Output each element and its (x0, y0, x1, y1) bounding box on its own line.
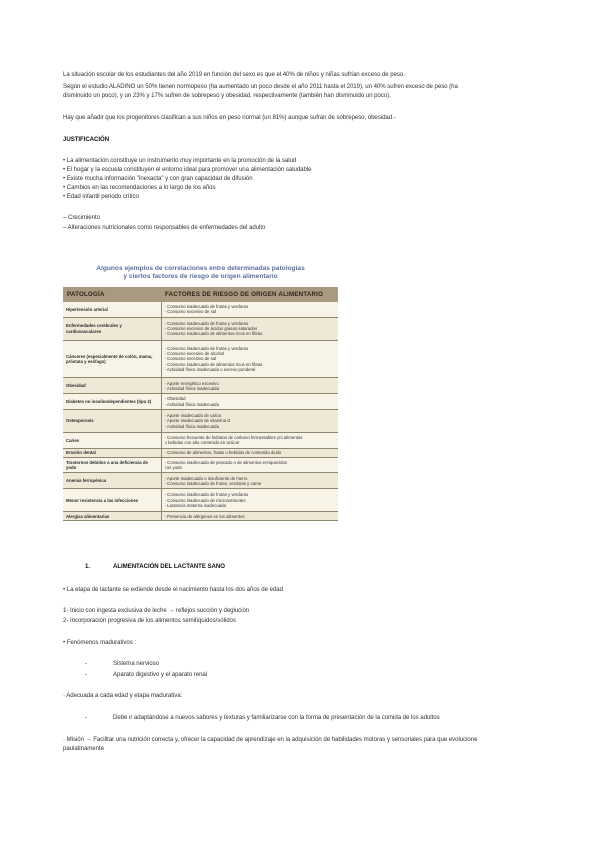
factores-cell (161, 340, 338, 378)
table-row (63, 448, 338, 457)
correlation-table (63, 287, 338, 521)
subitem-aparato-digestivo: Aparato digestivo y el aparato renal (113, 671, 208, 678)
factor-item: - Aporte energético excesivo (164, 380, 219, 386)
factor-item: - Consumo inadecuado de pescado o de alimentos enriquecidos (164, 459, 288, 465)
justificacion-bullet: • La alimentación constituye un instrumento muy importante en la promoción de la salud (63, 157, 297, 164)
figure-title-line-1: Algunos ejemplos de correlaciones entre determinadas patologías (96, 265, 305, 272)
patologia-cell: Hipertensión arterial (63, 302, 161, 317)
table-body (63, 302, 338, 521)
factores-cell (161, 433, 338, 449)
factor-item: - Consumo inadecuado de frutas, verduras y carne (164, 480, 262, 486)
table-row (63, 457, 338, 473)
factor-item: - Consumo excesivo de ácidos grasos saturados (164, 326, 258, 332)
factor-item: - Actividad física inadecuada (164, 423, 219, 429)
factor-item: o bebidas con alto contenido en azúcar (164, 440, 240, 446)
subitem-sistema-nervioso: Sistema nervioso (113, 660, 159, 667)
figure-title-line-2: y ciertos factores de riesgo de origen alimentario (123, 273, 278, 281)
factor-item: - Consumo inadecuado de frutas y verduras (164, 320, 249, 326)
section-number: 1. (85, 563, 90, 570)
table-row (63, 394, 338, 410)
factor-item: - Aporte inadecuado o insuficiente de hierro (164, 475, 248, 481)
justificacion-bullet: • Edad infantil periodo crítico (63, 193, 139, 200)
factores-cell (161, 378, 338, 394)
fenomenos-heading: • Fenómenos madurativos : (63, 639, 137, 646)
patologia-cell: Obesidad (63, 378, 161, 394)
mision-line-2: paulatinamente (63, 745, 104, 752)
factores-cell (161, 473, 338, 489)
subitem-dash: - (85, 671, 87, 678)
factores-cell (161, 302, 338, 317)
factores-cell (161, 457, 338, 473)
table-row (63, 340, 338, 378)
factor-item: - Lactancia materna inadecuada (164, 502, 226, 508)
table-row (63, 317, 338, 340)
table-row (63, 409, 338, 432)
patologia-cell: Menor resistencia a las infecciones (63, 489, 161, 512)
factor-item: - Consumo excesivo de alcohol (164, 351, 225, 357)
patologia-cell: Alergias alimentarias (63, 512, 161, 521)
factor-item: - Consumo inadecuado de frutas y verduras (164, 346, 249, 351)
intro-line-2: Según el estudio ALADINO un 50% tienen normopeso (ha aumentado un poco desde el año 2011 hasta el 2019), un 40% sufren exceso de peso (ha (63, 83, 458, 90)
intro-line-1: La situación escolar de los estudiantes del año 2019 en función del sexo es que el 40% de niños y niñas sufrían exceso de peso. (63, 71, 405, 78)
justificacion-bullet: • Existe mucha información "inexacta" y con gran capacidad de difusión (63, 175, 253, 182)
table-row (63, 512, 338, 521)
table-row (63, 302, 338, 317)
factor-item: - Consumo de alimentos, frutas o bebidas de contenido ácido (164, 450, 282, 456)
figure-title (63, 265, 338, 281)
factor-item: - Consumo inadecuado de frutas y verduras (164, 304, 249, 310)
patologia-cell: Cánceres (especialmente de colón, mama, próstata y esófago) (63, 340, 161, 378)
factor-item: - Actividad física inadecuada (164, 401, 219, 407)
lactante-step-1: 1- Inicio con ingesta exclusiva de leche → reflejos succión y deglución (63, 607, 250, 614)
factor-item: - Consumo inadecuado de frutas y verduras (164, 492, 249, 498)
factor-item: - Consumo inadecuado de micronutrientes (164, 497, 246, 503)
patologia-cell: Osteoporosis (63, 409, 161, 432)
intro-line-4: Hay que añadir que los progenitores clasifican a sus niños en peso normal (un 81%) aunque sufran de sobrepeso, obesidad.- (63, 114, 396, 121)
factores-cell (161, 489, 338, 512)
factores-cell (161, 317, 338, 340)
patologia-cell: Diabetes no insulinodependientes (tipo 2) (63, 394, 161, 410)
factores-cell (161, 448, 338, 457)
factor-item: - Presencia de alérgenos en los alimentos (164, 513, 245, 519)
subitem-dash: - (85, 660, 87, 667)
justificacion-heading: JUSTIFICACIÓN (63, 136, 110, 143)
factor-item: - Actividad física inadecuada o exceso ponderal (164, 366, 256, 372)
factor-item: - Aporte inadecuado de calcio (164, 413, 222, 419)
subitem-dash: - (85, 714, 87, 721)
adecuada-heading: · Adecuada a cada edad y etapa madurativa: (63, 692, 183, 699)
column-header-factores: FACTORES DE RIESGO DE ORIGEN ALIMENTARIO (161, 287, 338, 302)
intro-line-3: disminuido un poco), y un 23% y 17% sufren de sobrepeso y obesidad, respectivamente (también han disminuido un poco). (63, 92, 391, 99)
table-row (63, 433, 338, 449)
factor-item: - Consumo inadecuado de alimentos ricos en fibras (164, 361, 263, 367)
justificacion-bullet: • Cambios en las recomendaciones a lo largo de los años (63, 184, 216, 191)
factor-item: - Actividad física inadecuada (164, 385, 219, 391)
factor-item: - Aporte inadecuado de vitamina D (164, 418, 231, 424)
table-row (63, 489, 338, 512)
factor-item: - Consumo excesivo de sal (164, 356, 217, 362)
justificacion-bullet: • El hogar y la escuela constituyen el entorno ideal para promover una alimentación saludable (63, 166, 312, 173)
factores-cell (161, 409, 338, 432)
justificacion-dash: – Alteraciones nutricionales como responsables de enfermedades del adulto (63, 224, 266, 231)
lactante-paragraph: • La etapa de lactante se extiende desde el nacimiento hasta los dos años de edad (63, 586, 283, 593)
table-row (63, 473, 338, 489)
factor-item: - Consumo excesivo de sal (164, 309, 217, 315)
lactante-step-2: 2- Incorporación progresiva de los alimentos semilíquidos/sólidos (63, 617, 236, 624)
column-header-patologia: PATOLOGÍA (63, 287, 161, 302)
justificacion-dash: – Crecimiento (63, 214, 100, 221)
patologia-cell: Anemia ferropénica (63, 473, 161, 489)
patologia-cell: Erosión dental (63, 448, 161, 457)
section-heading: ALIMENTACIÓN DEL LACTANTE SANO (113, 563, 225, 570)
mision-line-1: · Misión → Facilitar una nutrición correcta y, ofrecer la capacidad de aprendizaje en la adquisición de habilidades motoras y sensoriales para que evolucione (63, 736, 478, 743)
table-header-row (63, 287, 338, 302)
factores-cell (161, 512, 338, 521)
factor-item: - Consumo frecuente de hidratos de carbono fermentables y/o alimentos (164, 435, 303, 441)
factores-cell (161, 394, 338, 410)
table-row (63, 378, 338, 394)
patologia-cell: Enfermedades cerebrales y cardiovasculares (63, 317, 161, 340)
factor-item: - Obesidad (164, 396, 186, 402)
patologia-cell: Trastornos debidos a una deficiencia de yodo (63, 457, 161, 473)
factor-item: - Consumo inadecuado de alimentos ricos en fibras (164, 331, 263, 337)
patologia-cell: Caries (63, 433, 161, 449)
factor-item: con yodo (164, 464, 182, 470)
subitem-adaptacion: Debe ir adaptándose a nuevos sabores y texturas y familiarizarse con la forma de presentación de la comida de los adultos (113, 714, 440, 721)
correlation-figure (63, 265, 338, 521)
